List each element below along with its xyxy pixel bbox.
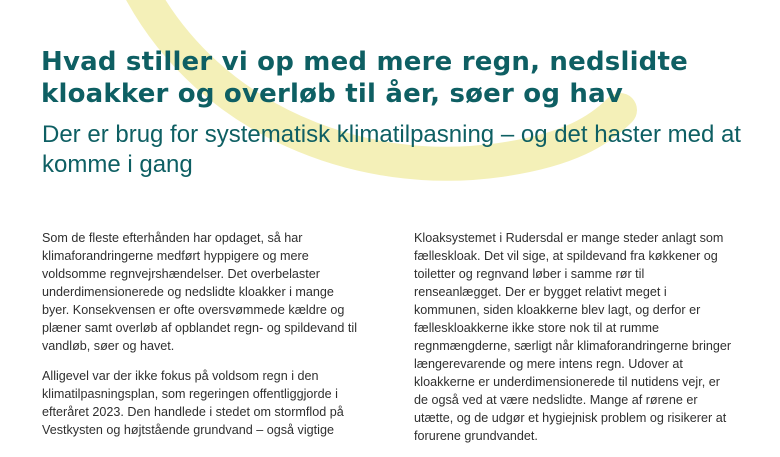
right-column (414, 229, 732, 457)
body-paragraph: Kloaksystemet i Rudersdal er mange steder anlagt som fælleskloak. Det vil sige, at spildevand fra køkkener og toiletter og regnvand løber i samme rør til renseanlægget. Der er bygget relativt meget i kommunen, siden kloakkerne blev lagt, og derfor er fælleskloakkerne ikke store nok til at rumme regnmængderne, særligt når klimaforandringerne bringer længerevarende og mere intens regn. Udover at kloakkerne er underdimensionerede til nutidens vejr, er de også ved at være nedslidte. Mange af rørene er utætte, og de udgør et hygiejnisk problem og risikerer at forurene grundvandet. (414, 231, 732, 443)
article-subheadline: Der er brug for systematisk klimatilpasning – og det haster med at komme i gang (42, 121, 741, 178)
left-column (42, 229, 360, 451)
body-paragraph: Alligevel var der ikke fokus på voldsom regn i den klimatilpasningsplan, som regeringen offentliggjorde i efteråret 2023. Den handlede i stedet om stormflod på Vestkysten og højtstående grundvand – også vigtige (42, 369, 344, 437)
body-paragraph: Som de fleste efterhånden har opdaget, så har klimaforandringerne medført hyppigere og mere voldsomme regnvejrshændelser. Det overbelaster underdimensionerede og nedslidte kloakker i mange byer. Konsekvensen er ofte oversvømmede kældre og plæner samt overløb af opblandet regn- og spildevand til vandløb, søer og havet. (42, 231, 358, 353)
article-headline: Hvad stiller vi op med mere regn, nedslidte kloakker og overløb til åer, søer og hav (41, 47, 688, 109)
